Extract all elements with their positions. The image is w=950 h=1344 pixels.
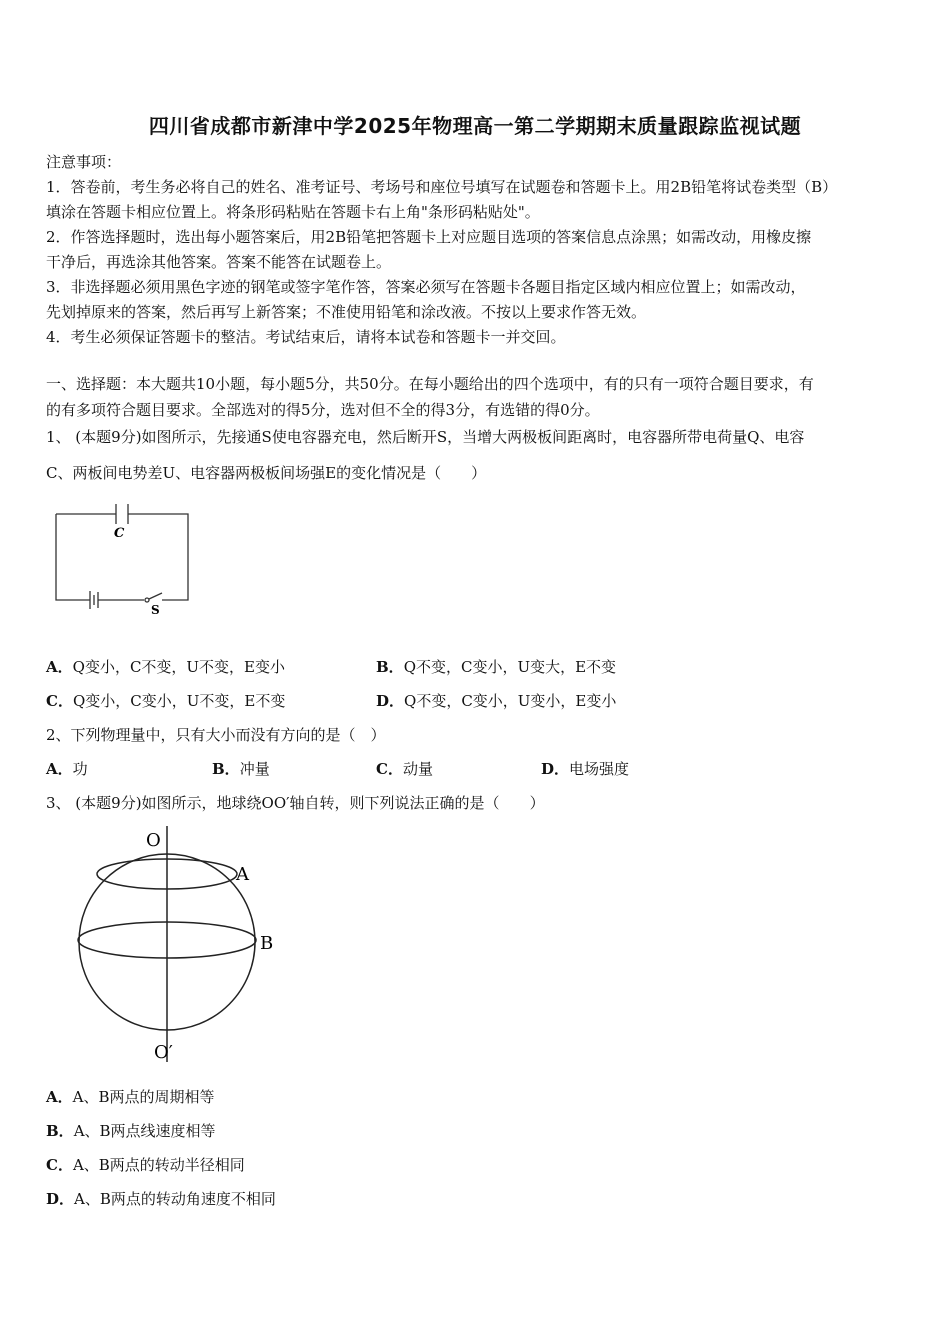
option-label: B． (376, 658, 404, 676)
q2-option-a[interactable] (46, 758, 88, 779)
option-text: 动量 (402, 760, 433, 778)
question-1-stem: 1、 (本题9分)如图所示，先接通S使电容器充电，然后断开S，当增大两极板间距离时，电容器所带电荷量Q、电容 (46, 428, 805, 446)
earth-diagram (70, 822, 290, 1067)
note-line: 填涂在答题卡相应位置上。将条形码粘贴在答题卡右上角"条形码粘贴处"。 (46, 203, 540, 221)
option-label: C． (46, 1156, 73, 1174)
option-text: Q不变，C变小，U变大，E不变 (403, 658, 617, 676)
option-label: D． (376, 692, 405, 710)
question-3-stem: 3、 (本题9分)如图所示，地球绕OO′轴自转，则下列说法正确的是（ ） (46, 794, 545, 812)
capacitor-label: C (114, 526, 125, 541)
note-line: 先划掉原来的答案，然后再写上新答案；不准使用铅笔和涂改液。不按以上要求作答无效。 (46, 303, 647, 321)
notes-heading: 注意事项： (46, 153, 122, 171)
option-label: D． (46, 1190, 75, 1208)
option-text: 功 (72, 760, 88, 778)
q1-option-d[interactable] (376, 690, 616, 711)
circuit-diagram (50, 500, 195, 618)
option-text: Q不变，C变小，U变小，E变小 (404, 692, 617, 710)
option-label: B． (46, 1122, 74, 1140)
question-1-stem-cont: C、两板间电势差U、电容器两极板间场强E的变化情况是（ ） (46, 464, 487, 482)
axis-top-label: O (146, 830, 161, 851)
q3-option-d[interactable] (46, 1188, 276, 1209)
option-label: B． (212, 760, 240, 778)
q3-option-c[interactable] (46, 1154, 245, 1175)
q2-option-c[interactable] (376, 758, 433, 779)
q3-option-a[interactable] (46, 1086, 215, 1107)
q2-option-b[interactable] (212, 758, 270, 779)
option-text: Q变小，C不变，U不变，E变小 (72, 658, 286, 676)
note-line: 4．考生必须保证答题卡的整洁。考试结束后，请将本试卷和答题卡一并交回。 (46, 328, 566, 346)
q2-option-d[interactable] (541, 758, 629, 779)
option-text: 电场强度 (569, 760, 630, 778)
option-text: A、B两点的转动半径相同 (72, 1156, 245, 1174)
point-b-label: B (260, 933, 274, 954)
option-label: C． (376, 760, 403, 778)
point-a-label: A (236, 864, 249, 885)
note-line: 3．非选择题必须用黑色字迹的钢笔或签字笔作答，答案必须写在答题卡各题目指定区域内相应位置上；如需改动， (46, 278, 806, 296)
option-text: 冲量 (239, 760, 270, 778)
option-text: A、B两点线速度相等 (73, 1122, 216, 1140)
note-line: 干净后，再选涂其他答案。答案不能答在试题卷上。 (46, 253, 392, 271)
option-label: A． (46, 760, 73, 778)
option-label: D． (541, 760, 570, 778)
option-text: A、B两点的转动角速度不相同 (74, 1190, 276, 1208)
section-intro: 的有多项符合题目要求。全部选对的得5分，选对但不全的得3分，有选错的得0分。 (46, 401, 600, 419)
option-label: C． (46, 692, 73, 710)
note-line: 1．答卷前，考生务必将自己的姓名、准考证号、考场号和座位号填写在试题卷和答题卡上。用2B铅笔将试卷类型（B） (46, 178, 838, 196)
q3-option-b[interactable] (46, 1120, 216, 1141)
option-label: A． (46, 658, 73, 676)
page-title: 四川省成都市新津中学2025年物理高一第二学期期末质量跟踪监视试题 (148, 114, 802, 138)
note-line: 2．作答选择题时，选出每小题答案后，用2B铅笔把答题卡上对应题目选项的答案信息点涂黑；如需改动，用橡皮擦 (46, 228, 812, 246)
option-text: Q变小，C变小，U不变，E不变 (72, 692, 286, 710)
q1-option-a[interactable] (46, 656, 285, 677)
q1-option-b[interactable] (376, 656, 616, 677)
option-text: A、B两点的周期相等 (72, 1088, 215, 1106)
q1-option-c[interactable] (46, 690, 285, 711)
option-label: A． (46, 1088, 73, 1106)
section-intro: 一、选择题：本大题共10小题，每小题5分，共50分。在每小题给出的四个选项中，有的只有一项符合题目要求，有 (46, 375, 814, 393)
switch-label: S (151, 603, 160, 617)
question-2-stem: 2、下列物理量中，只有大小而没有方向的是（ ） (46, 726, 386, 744)
axis-bottom-label: O′ (154, 1042, 173, 1063)
